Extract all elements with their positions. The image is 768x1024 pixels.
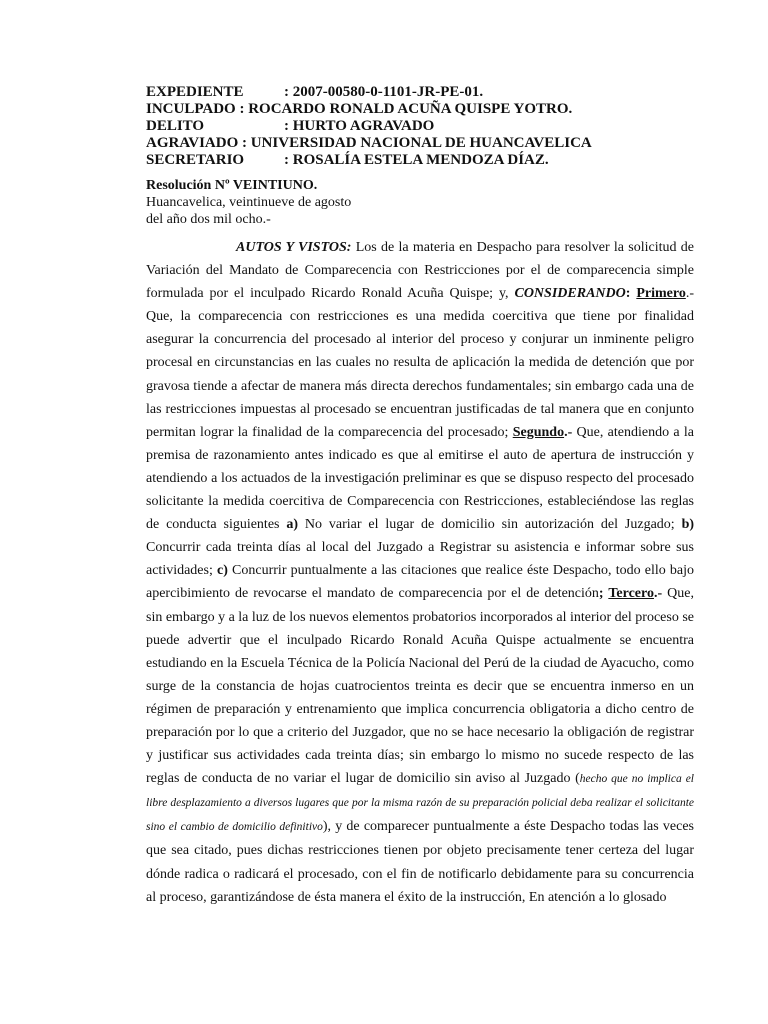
segundo-heading: Segundo — [512, 424, 565, 440]
rule-b-marker: b) — [681, 517, 695, 533]
tercero-heading: Tercero — [608, 586, 654, 602]
rule-c-marker: c) — [217, 563, 228, 579]
header-inculpado — [146, 101, 592, 118]
header-agraviado — [146, 135, 592, 152]
resolution-block — [146, 177, 351, 228]
semicolon-separator: ; — [598, 586, 609, 602]
inculpado-label: INCULPADO — [146, 101, 236, 117]
resolution-place-date: Huancavelica, veintinueve de agosto — [146, 195, 352, 210]
italic-note: hecho que no implica el libre desplazamiento a diversos lugares que por la misma razón de su preparación policial deba realizar el solicitante sino el cambio de domicilio definitivo — [146, 773, 694, 834]
secretario-value: : ROSALÍA ESTELA MENDOZA DÍAZ. — [284, 152, 549, 168]
inculpado-value: : ROCARDO RONALD ACUÑA QUISPE YOTRO. — [235, 101, 573, 117]
case-header — [146, 84, 592, 169]
resolution-body — [146, 236, 694, 909]
delito-value: : HURTO AGRAVADO — [284, 118, 435, 134]
body-text-5: Concurrir cada treinta días al local del Juzgado a Registrar su asistencia e informar sobre sus actividades; — [146, 540, 694, 579]
agraviado-label: AGRAVIADO — [146, 135, 239, 151]
body-text-7: Que, sin embargo y a la luz de los nuevos elementos probatorios incorporados al interior del proceso se puede advertir que el inculpado Ricardo Ronald Acuña Quispe actualmente se encuentra estudiando en la Escuela Técnica de la Policía Nacional del Perú de la ciudad de Ayacucho, como surge de la constancia de hojas cuatrocientos treinta es decir que se encuentra inmerso en un régimen de preparación y entrenamiento que implica concurrencia obligatoria a dicho centro de preparación por lo que a criterio del Juzgador, que no se hace necesario la obligación de registrar y justificar sus actividades cada treinta días; sin embargo lo mismo no sucede respecto de las reglas de conducta de no variar el lugar de domicilio sin aviso al Juzgado ( — [146, 586, 694, 787]
resolution-year: del año dos mil ocho.- — [146, 212, 271, 227]
considerando-heading: CONSIDERANDO — [514, 286, 626, 302]
segundo-tail: .- — [564, 424, 573, 440]
header-secretario — [146, 152, 592, 169]
delito-label: DELITO — [146, 118, 205, 134]
considerando-colon: : — [625, 286, 637, 302]
body-text-3: Que, atendiendo a la premisa de razonamiento antes indicado es que al emitirse el auto de apertura de instrucción y atendiendo a los actuados de la investigación preliminar es que se dispuso respecto del procesado solicitante la medida coercitiva de Comparecencia con Restricciones, estableciéndose las reglas de conducta siguientes — [146, 424, 694, 533]
header-expediente — [146, 84, 592, 101]
resolution-title: Resolución Nº VEINTIUNO. — [146, 178, 318, 193]
body-text-4: No variar el lugar de domicilio sin autorización del Juzgado; — [298, 517, 682, 533]
agraviado-value: : UNIVERSIDAD NACIONAL DE HUANCAVELICA — [238, 135, 592, 151]
body-text-6: Concurrir puntualmente a las citaciones que realice éste Despacho, todo ello bajo apercibimiento de revocarse el mandato de comparecencia por el de detención — [146, 563, 694, 602]
secretario-label: SECRETARIO — [146, 152, 245, 168]
header-delito — [146, 118, 592, 135]
autos-y-vistos: AUTOS Y VISTOS: — [236, 240, 352, 255]
body-text-2: .- Que, la comparecencia con restricciones es una medida coercitiva que tiene por finalidad asegurar la concurrencia del procesado al interior del proceso y conjurar un inminente peligro procesal en circunstancias en las cuales no resulta de aplicación la medida de detención que por gravosa tiende a afectar de manera más directa derechos fundamentales; sin embargo cada una de las restricciones impuestas al procesado se encuentran justificadas de tal manera que en conjunto permitan lograr la finalidad de la comparecencia del procesado; — [146, 286, 694, 440]
primero-heading: Primero — [636, 286, 686, 302]
expediente-value: : 2007-00580-0-1101-JR-PE-01. — [284, 84, 484, 100]
body-text-1: Los de la materia en Despacho para resolver la solicitud de Variación del Mandato de Comparecencia con Restricciones por el de comparecencia simple formulada por el inculpado Ricardo Ronald Acuña Quispe; y, — [146, 240, 695, 302]
rule-a-marker: a) — [286, 517, 299, 533]
expediente-label: EXPEDIENTE — [146, 84, 244, 100]
body-text-8: ), y de comparecer puntualmente a éste Despacho todas las veces que sea citado, pues dichas restricciones tienen por objeto precisamente tener certeza del lugar dónde radica o radicará el procesado, con el fin de notificarlo debidamente para su concurrencia al proceso, garantizándose de ésta manera el éxito de la instrucción, En atención a lo glosado — [146, 819, 694, 905]
tercero-tail: .- — [653, 586, 663, 602]
